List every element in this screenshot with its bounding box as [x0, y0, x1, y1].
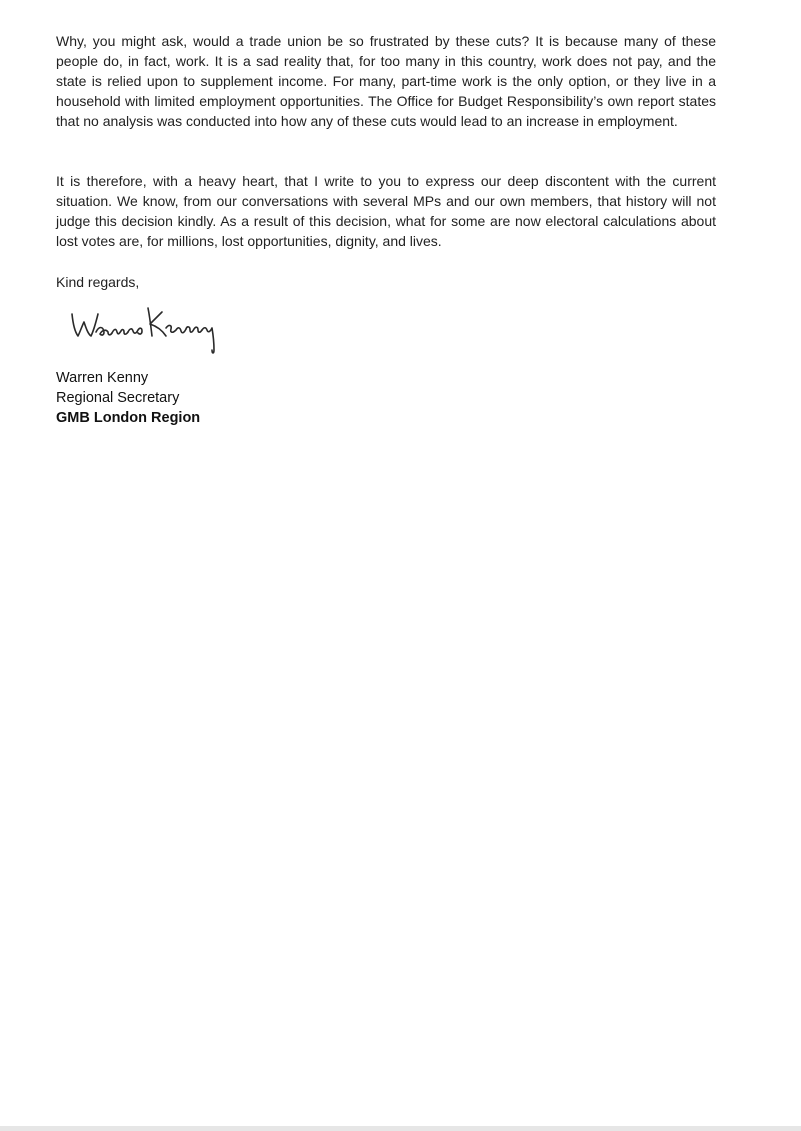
- handwritten-signature: [66, 302, 230, 358]
- closing-salutation: Kind regards,: [56, 274, 140, 290]
- signatory-name: Warren Kenny: [56, 370, 149, 386]
- page-bottom-edge: [0, 1126, 801, 1131]
- signatory-title: Regional Secretary: [56, 390, 180, 406]
- letter-paragraph: Why, you might ask, would a trade union be so frustrated by these cuts? It is because many of these people do, in fact, work. It is a sad reality that, for too many in this country, work does not pay, and the state is relied upon to supplement income. For many, part-time work is the only option, or they live in a household with limited employment opportunities. The Office for Budget Responsibility’s own report states that no analysis was conducted into how any of these cuts would lead to an increase in employment.: [56, 33, 716, 129]
- letter-paragraph: It is therefore, with a heavy heart, that I write to you to express our deep discontent with the current situation. We know, from our conversations with several MPs and our own members, that history will not judge this decision kindly. As a result of this decision, what for some are now electoral calculations about lost votes are, for millions, lost opportunities, dignity, and lives.: [56, 173, 716, 249]
- signature-block: [56, 368, 200, 428]
- signatory-organization: GMB London Region: [56, 410, 201, 426]
